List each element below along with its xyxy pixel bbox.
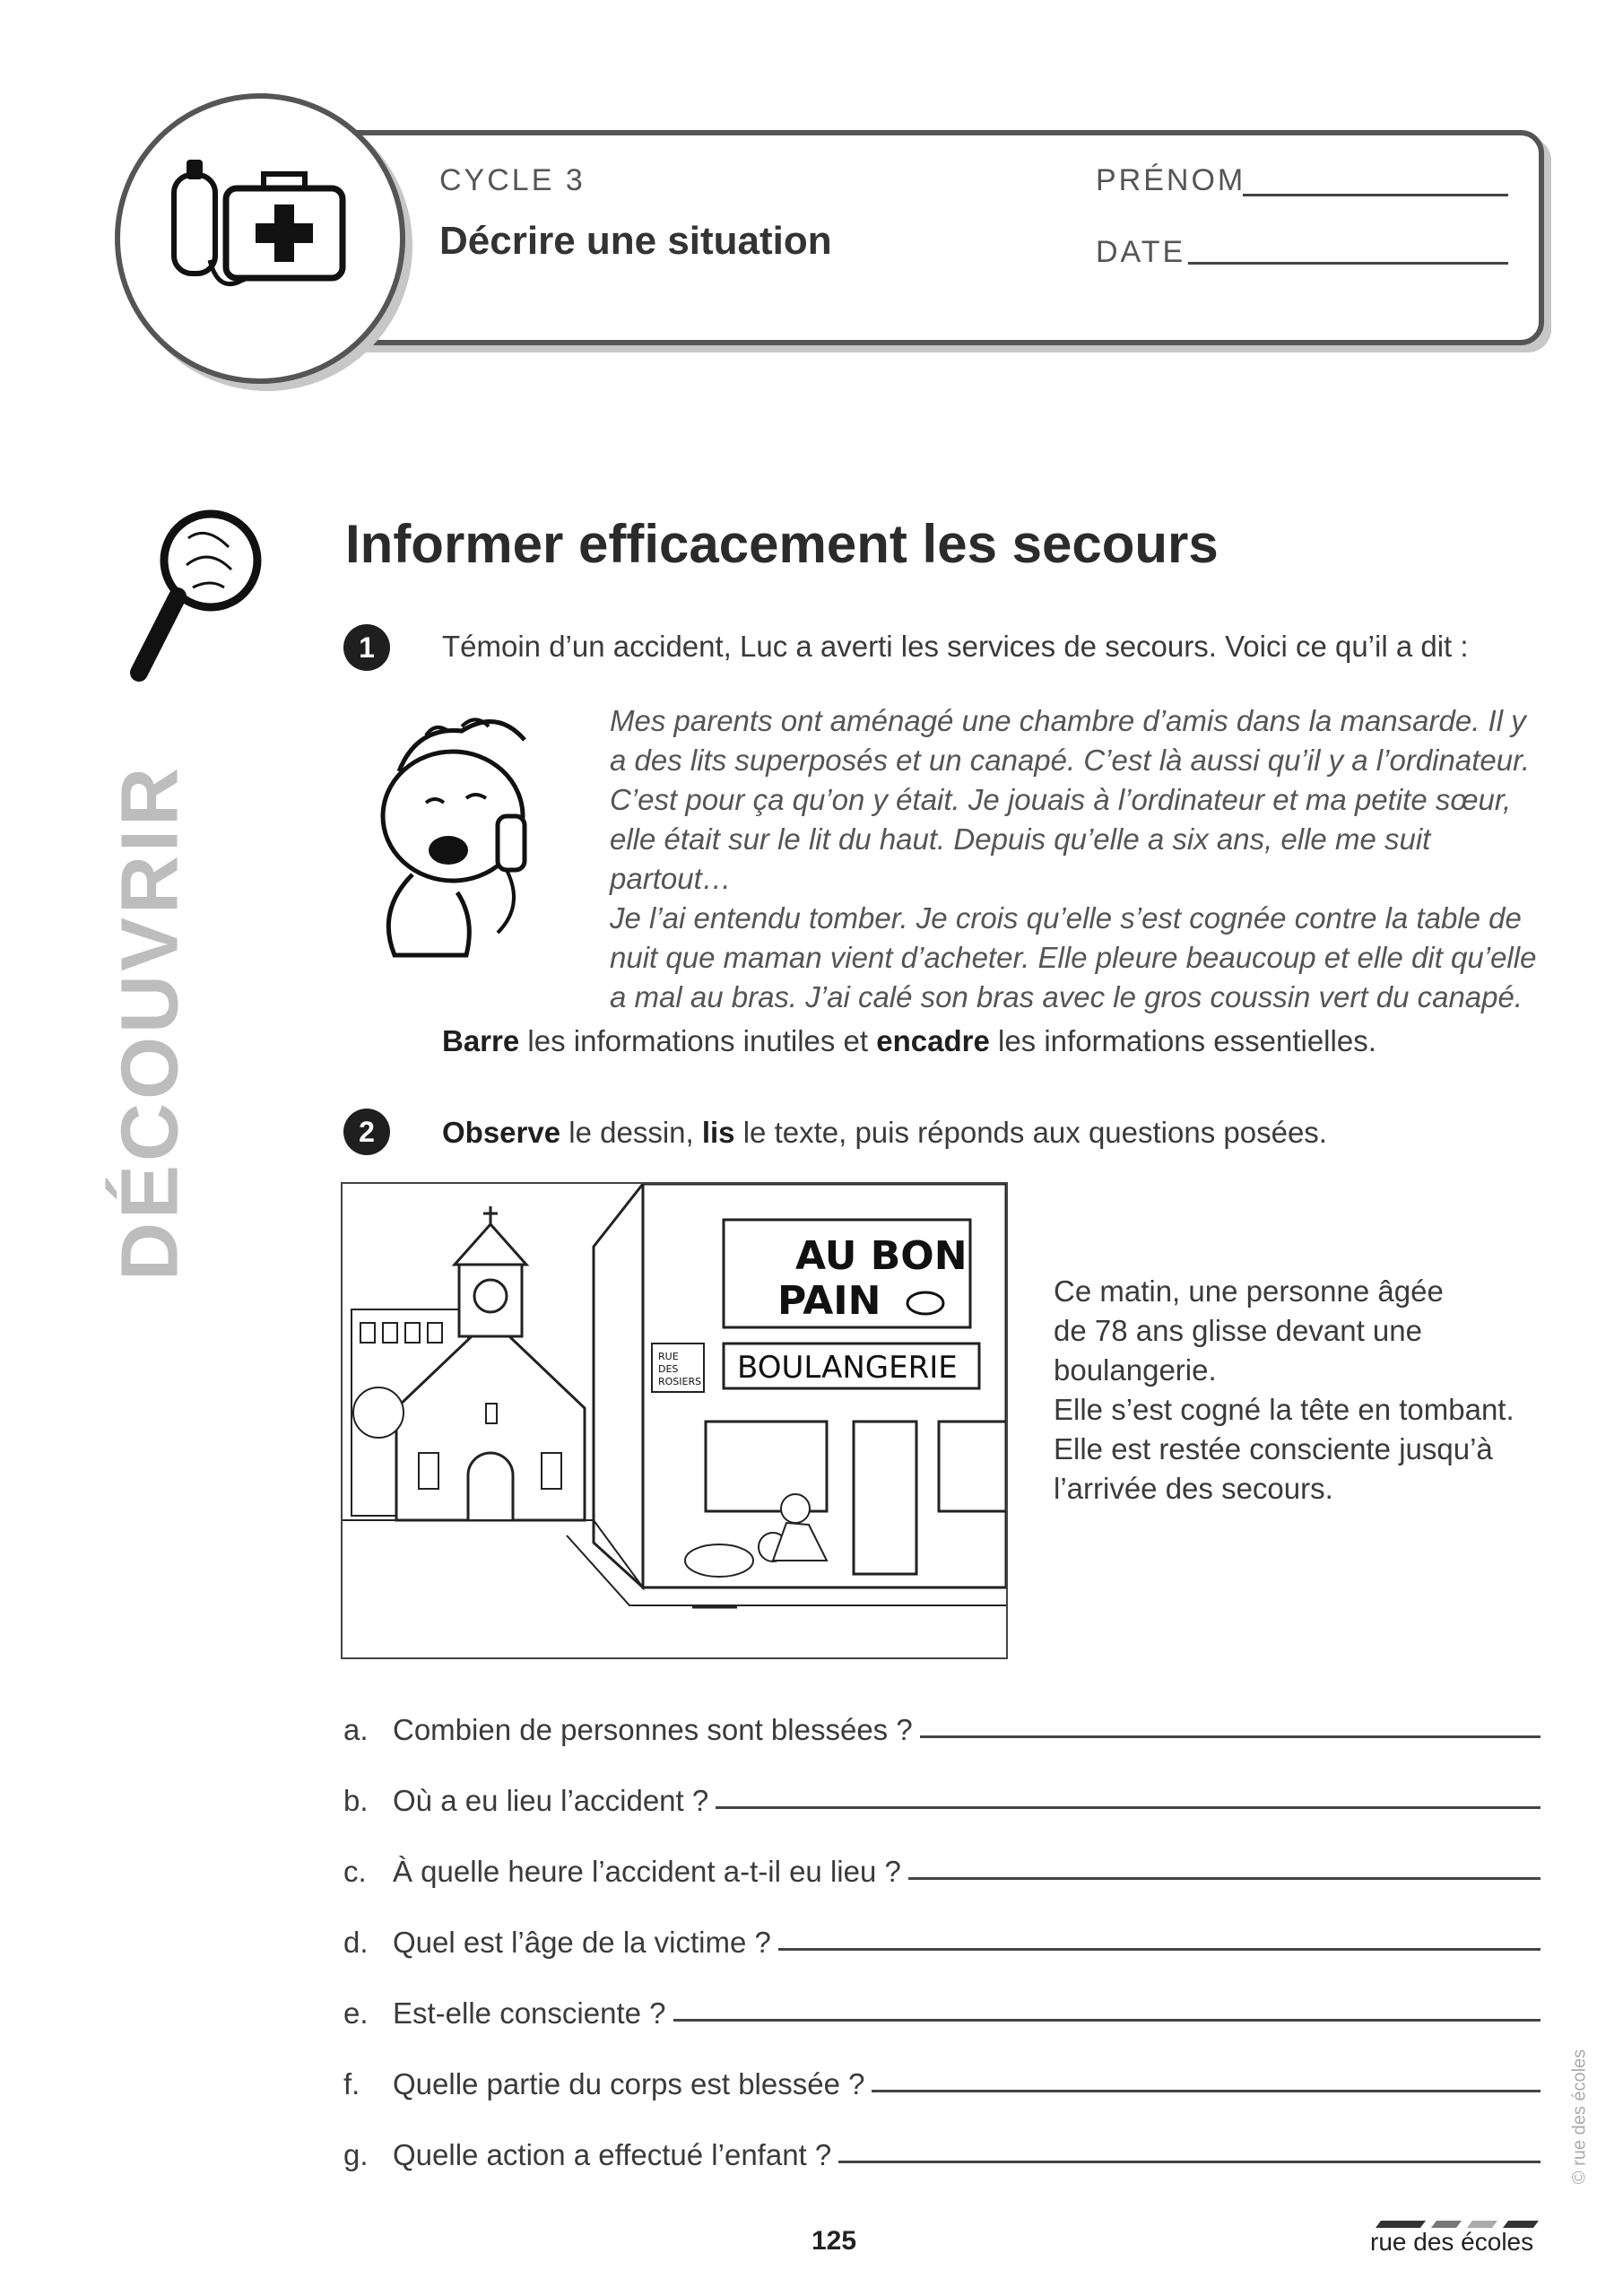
sign-line-1: AU BON xyxy=(795,1233,968,1279)
question-letter: d. xyxy=(343,1926,369,1959)
question-row xyxy=(343,2127,1541,2172)
question-letter: e. xyxy=(343,1996,369,2030)
magnifier-icon xyxy=(117,502,278,691)
instruction-verb-observe: Observe xyxy=(442,1116,561,1149)
prenom-label: PRÉNOM xyxy=(1096,163,1246,197)
scenario-text xyxy=(1054,1272,1538,1509)
instruction-text: le dessin, xyxy=(560,1116,702,1149)
question-row xyxy=(343,2057,1541,2101)
question-text: Quel est l’âge de la victime ? xyxy=(393,1926,771,1959)
story-line: l’arrivée des secours. xyxy=(1054,1472,1333,1505)
question-row xyxy=(343,1702,1541,1747)
answer-line[interactable] xyxy=(778,1948,1541,1951)
answer-line[interactable] xyxy=(673,2019,1541,2022)
bakery-scene-illustration xyxy=(341,1182,1008,1659)
quote-line: C’est pour ça qu’on y était. Je jouais à l’ordinateur et ma petite sœur, xyxy=(610,783,1512,816)
answer-line[interactable] xyxy=(838,2161,1541,2163)
date-field[interactable] xyxy=(1188,262,1508,265)
date-label: DATE xyxy=(1096,235,1186,269)
exercise-1-instruction xyxy=(442,1024,1376,1058)
question-row xyxy=(343,1915,1541,1960)
story-line: boulangerie. xyxy=(1054,1353,1217,1387)
question-letter: b. xyxy=(343,1784,369,1817)
section-side-label: DÉCOUVRIR xyxy=(105,763,195,1282)
quote-line: Je l’ai entendu tomber. Je crois qu’elle s’est cognée contre la table de xyxy=(610,901,1522,935)
question-row xyxy=(343,1773,1541,1818)
exercise-1-badge: 1 xyxy=(343,624,390,671)
answer-line[interactable] xyxy=(872,2090,1541,2092)
quote-line: elle était sur le lit du haut. Depuis qu’elle a six ans, elle me suit partout… xyxy=(610,822,1431,895)
exercise-1-intro: Témoin d’un accident, Luc a averti les services de secours. Voici ce qu’il a dit : xyxy=(442,630,1469,663)
quote-line: nuit que maman vient d’acheter. Elle pleure beaucoup et elle dit qu’elle xyxy=(610,941,1537,974)
instruction-text: le texte, puis réponds aux questions posées. xyxy=(734,1116,1327,1149)
street-sign-line: RUE xyxy=(658,1351,679,1362)
question-row xyxy=(343,1986,1541,2031)
copyright-notice: © rue des écoles xyxy=(1569,2048,1590,2185)
instruction-text: les informations essentielles. xyxy=(989,1024,1376,1057)
first-aid-kit-icon xyxy=(120,99,400,378)
quote-line: Mes parents ont aménagé une chambre d’amis dans la mansarde. Il y xyxy=(610,704,1526,737)
page-title: Informer efficacement les secours xyxy=(345,514,1219,574)
question-letter: g. xyxy=(343,2138,369,2171)
sign-line-2: PAIN xyxy=(777,1278,881,1324)
instruction-text: les informations inutiles et xyxy=(519,1024,877,1057)
answer-line[interactable] xyxy=(920,1735,1541,1738)
instruction-verb-lis: lis xyxy=(701,1116,735,1149)
question-row xyxy=(343,1844,1541,1889)
street-sign-line: ROSIERS xyxy=(658,1376,702,1387)
street-scene-drawing xyxy=(343,1184,1006,1657)
story-line: de 78 ans glisse devant une xyxy=(1054,1314,1422,1347)
street-sign-line: DES xyxy=(658,1363,679,1375)
page-number: 125 xyxy=(812,2226,857,2256)
question-text: Où a eu lieu l’accident ? xyxy=(393,1784,709,1817)
exercise-2-badge: 2 xyxy=(343,1109,390,1155)
page-subtitle: Décrire une situation xyxy=(439,219,832,263)
quote-line: a mal au bras. J’ai calé son bras avec le gros coussin vert du canapé. xyxy=(610,980,1523,1013)
question-letter: f. xyxy=(343,2067,360,2100)
quote-line: a des lits superposés et un canapé. C’est là aussi qu’il y a l’ordinateur. xyxy=(610,744,1531,777)
question-text: Combien de personnes sont blessées ? xyxy=(393,1713,913,1746)
boy-on-phone-illustration xyxy=(363,709,565,969)
instruction-verb-barre: Barre xyxy=(442,1024,520,1057)
story-line: Elle est restée consciente jusqu’à xyxy=(1054,1432,1493,1465)
story-line: Elle s’est cogné la tête en tombant. xyxy=(1054,1393,1515,1426)
question-letter: a. xyxy=(343,1713,369,1746)
question-text: Quelle partie du corps est blessée ? xyxy=(393,2067,865,2100)
story-line: Ce matin, une personne âgée xyxy=(1054,1274,1444,1308)
prenom-field[interactable] xyxy=(1243,194,1508,196)
answer-line[interactable] xyxy=(716,1806,1541,1809)
question-text: Est-elle consciente ? xyxy=(393,1996,666,2030)
instruction-verb-encadre: encadre xyxy=(876,1024,990,1057)
shop-sign: BOULANGERIE xyxy=(737,1350,958,1386)
question-letter: c. xyxy=(343,1855,367,1888)
cycle-label: CYCLE 3 xyxy=(439,163,586,197)
publisher-brand: rue des écoles xyxy=(1370,2228,1534,2256)
witness-quote xyxy=(610,701,1538,1017)
question-text: À quelle heure l’accident a-t-il eu lieu ? xyxy=(393,1855,901,1888)
question-text: Quelle action a effectué l’enfant ? xyxy=(393,2138,832,2171)
header-icon-circle xyxy=(115,93,405,384)
exercise-2-instruction xyxy=(442,1116,1327,1150)
answer-line[interactable] xyxy=(908,1877,1541,1880)
